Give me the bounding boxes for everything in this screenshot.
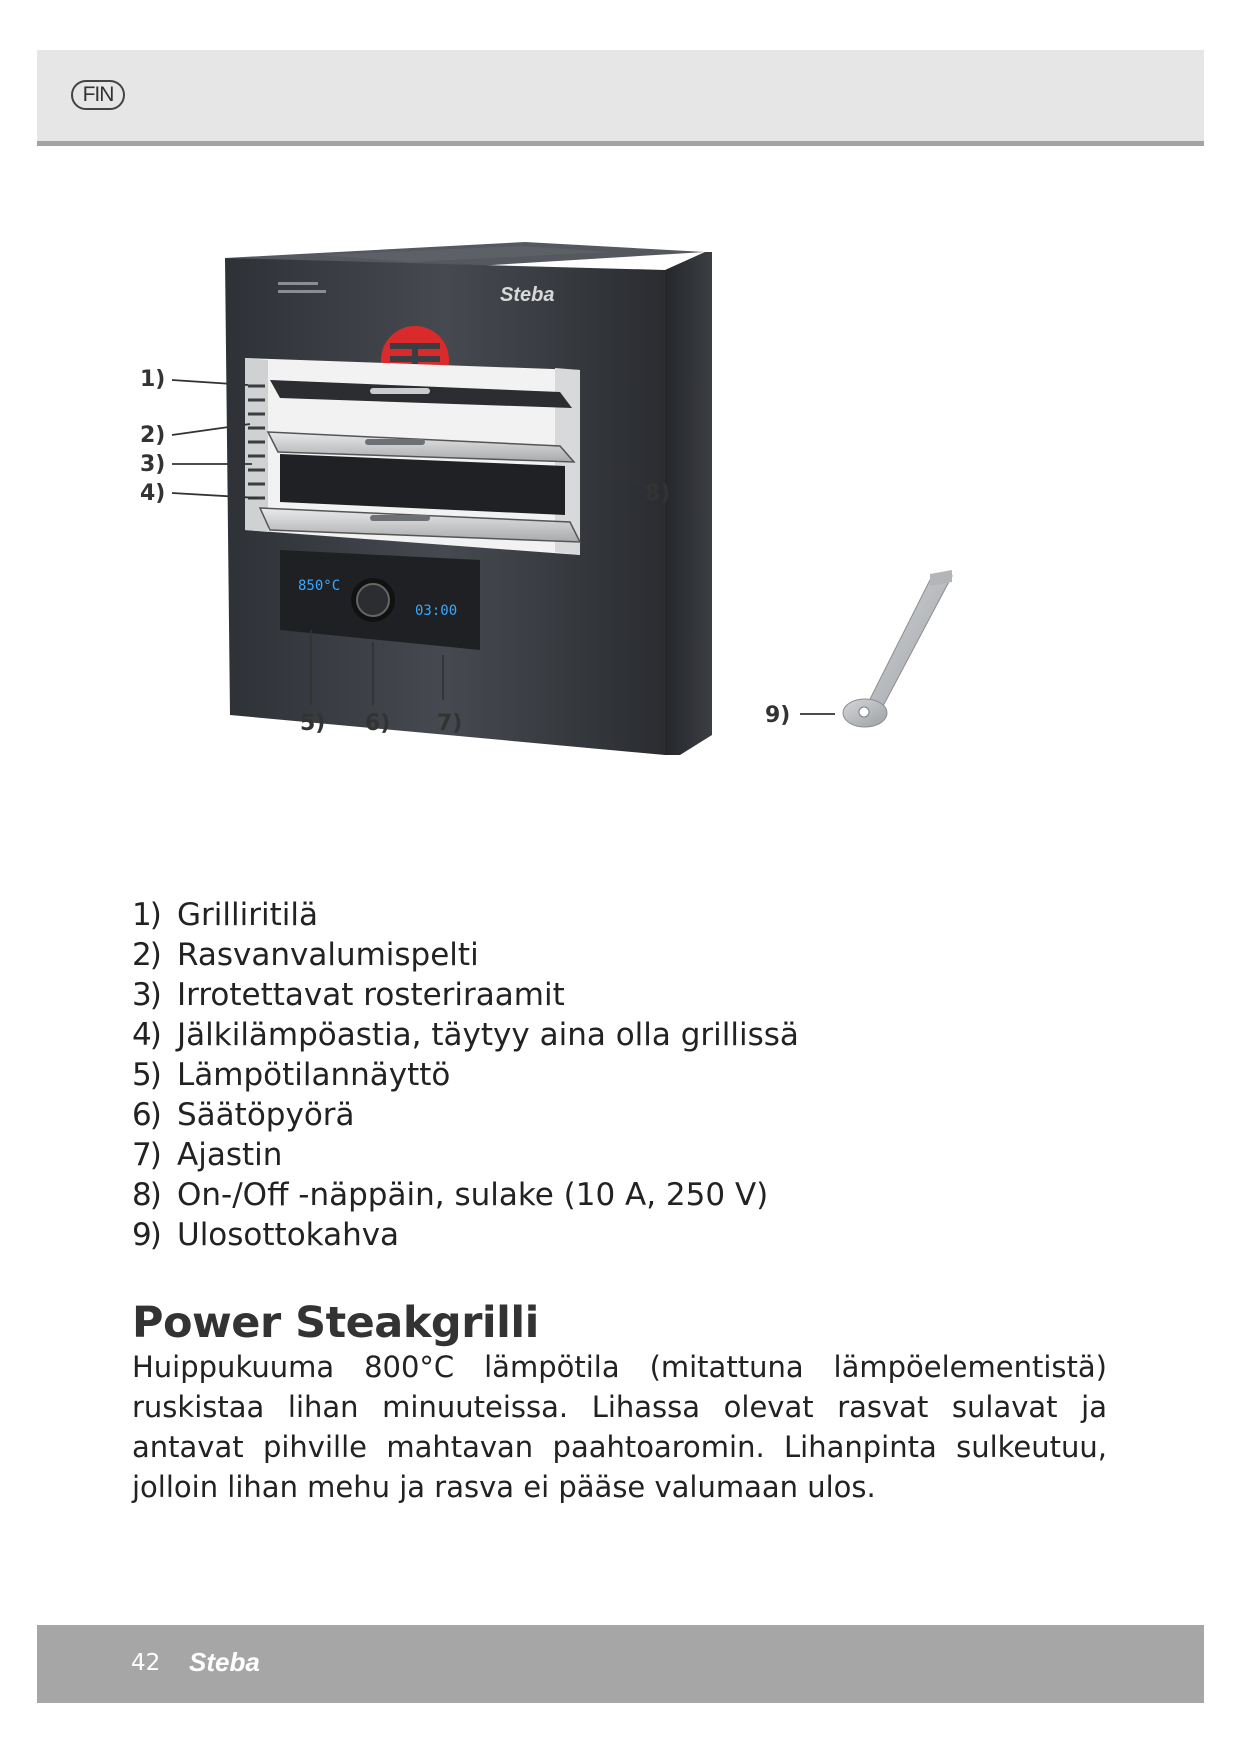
list-item: 9) Ulosottokahva <box>132 1217 400 1253</box>
product-figure <box>140 210 1100 840</box>
list-item: 6) Säätöpyörä <box>132 1097 355 1133</box>
handle-tool-illustration <box>843 570 952 727</box>
list-item: 3) Irrotettavat rosteriraamit <box>132 977 565 1013</box>
grill-side-face <box>665 252 712 755</box>
page-number: 42 <box>131 1650 161 1676</box>
callout-3: 3) <box>140 452 166 477</box>
callout-8: 8) <box>645 481 671 506</box>
callout-1: 1) <box>140 367 166 392</box>
section-body-text: Huippukuuma 800°C lämpötila (mitattuna lämpöelementistä) ruskistaa lihan minuuteissa. Lihassa olevat rasvat sulavat ja antavat pihville mahtavan paahtoaromin. Lihanpinta sulkeutuu, jolloin lihan mehu ja rasva ei pääse valumaan ulos. <box>132 1350 1107 1504</box>
steba-logo-icon <box>189 1647 309 1681</box>
callout-7: 7) <box>437 711 463 736</box>
callout-2: 2) <box>140 423 166 448</box>
page-footer <box>37 1625 1204 1703</box>
callout-6: 6) <box>365 711 391 736</box>
list-item: 8) On-/Off -näppäin, sulake (10 A, 250 V) <box>132 1177 769 1213</box>
timer-display: 03:00 <box>415 603 458 619</box>
parts-list <box>132 895 799 1255</box>
language-badge-icon: FIN <box>71 80 125 110</box>
device-brand-logo: Steba <box>500 284 555 306</box>
list-item: 5) Lämpötilannäyttö <box>132 1057 451 1093</box>
list-item: 1) Grilliritilä <box>132 897 318 933</box>
list-item: 4) Jälkilämpöastia, täytyy aina olla grillissä <box>132 1017 799 1053</box>
page-header <box>37 50 1204 146</box>
list-item: 2) Rasvanvalumispelti <box>132 937 479 973</box>
grill-device-illustration <box>225 242 712 755</box>
control-knob <box>351 578 395 622</box>
section-title: Power Steakgrilli <box>132 1298 539 1348</box>
svg-text:Steba: Steba <box>189 1647 260 1677</box>
list-item: 7) Ajastin <box>132 1137 283 1173</box>
callout-5: 5) <box>300 711 326 736</box>
callout-4: 4) <box>140 481 166 506</box>
temperature-display: 850°C <box>298 578 341 594</box>
callout-9: 9) <box>765 703 791 728</box>
